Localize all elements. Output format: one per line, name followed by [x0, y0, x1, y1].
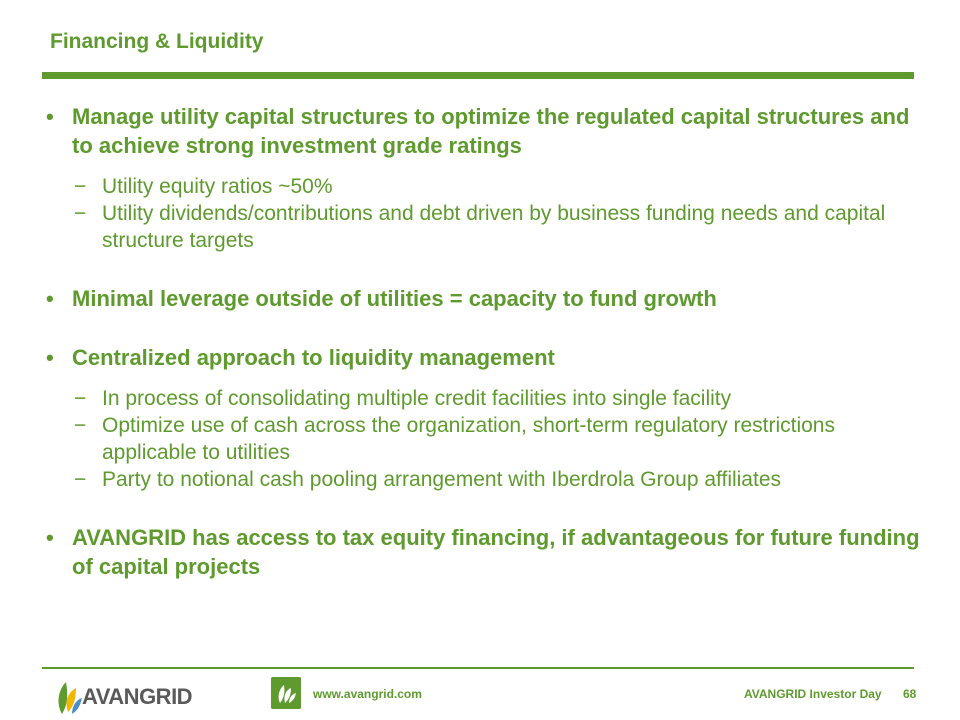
bullet-dot-icon: •	[46, 345, 54, 370]
bullet-text: AVANGRID has access to tax equity financing, if advantageous for future funding of capital projects	[72, 525, 920, 579]
bullet-dot-icon: •	[46, 525, 54, 550]
page-number: 68	[903, 687, 917, 701]
dash-icon: −	[74, 468, 87, 491]
website-link[interactable]: www.avangrid.com	[313, 687, 422, 701]
event-name: AVANGRID Investor Day	[744, 687, 882, 701]
bullet-item	[40, 284, 920, 313]
dash-icon: −	[74, 202, 87, 225]
bullet-text: Centralized approach to liquidity management	[72, 345, 555, 370]
leaf-badge-icon	[271, 677, 301, 709]
logo-wordmark: AVANGRID	[82, 684, 193, 709]
sub-bullet-text: Utility dividends/contributions and debt driven by business funding needs and capital structure targets	[102, 202, 886, 252]
dash-icon: −	[74, 387, 87, 410]
title-divider	[42, 72, 914, 79]
bullet-item	[40, 343, 920, 372]
bullet-text: Manage utility capital structures to optimize the regulated capital structures and to achieve strong investment grade ratings	[72, 104, 910, 158]
bullet-item	[40, 102, 920, 160]
sub-bullet-item	[40, 173, 920, 200]
sub-bullet-text: Utility equity ratios ~50%	[102, 175, 333, 198]
bullet-list	[40, 102, 920, 581]
dash-icon: −	[74, 175, 87, 198]
bullet-dot-icon: •	[46, 286, 54, 311]
dash-icon: −	[74, 414, 87, 437]
footer-divider	[42, 667, 914, 669]
bullet-dot-icon: •	[46, 104, 54, 129]
bullet-item	[40, 523, 920, 581]
bullet-text: Minimal leverage outside of utilities = capacity to fund growth	[72, 286, 717, 311]
sub-bullet-text: Optimize use of cash across the organization, short-term regulatory restrictions applicable to utilities	[102, 414, 835, 464]
sub-bullet-text: Party to notional cash pooling arrangement with Iberdrola Group affiliates	[102, 468, 782, 491]
sub-bullet-item	[40, 412, 920, 466]
sub-bullet-text: In process of consolidating multiple credit facilities into single facility	[102, 387, 732, 410]
sub-bullet-item	[40, 200, 920, 254]
page-title: Financing & Liquidity	[50, 30, 264, 53]
sub-bullet-item	[40, 385, 920, 412]
sub-bullet-item	[40, 466, 920, 493]
